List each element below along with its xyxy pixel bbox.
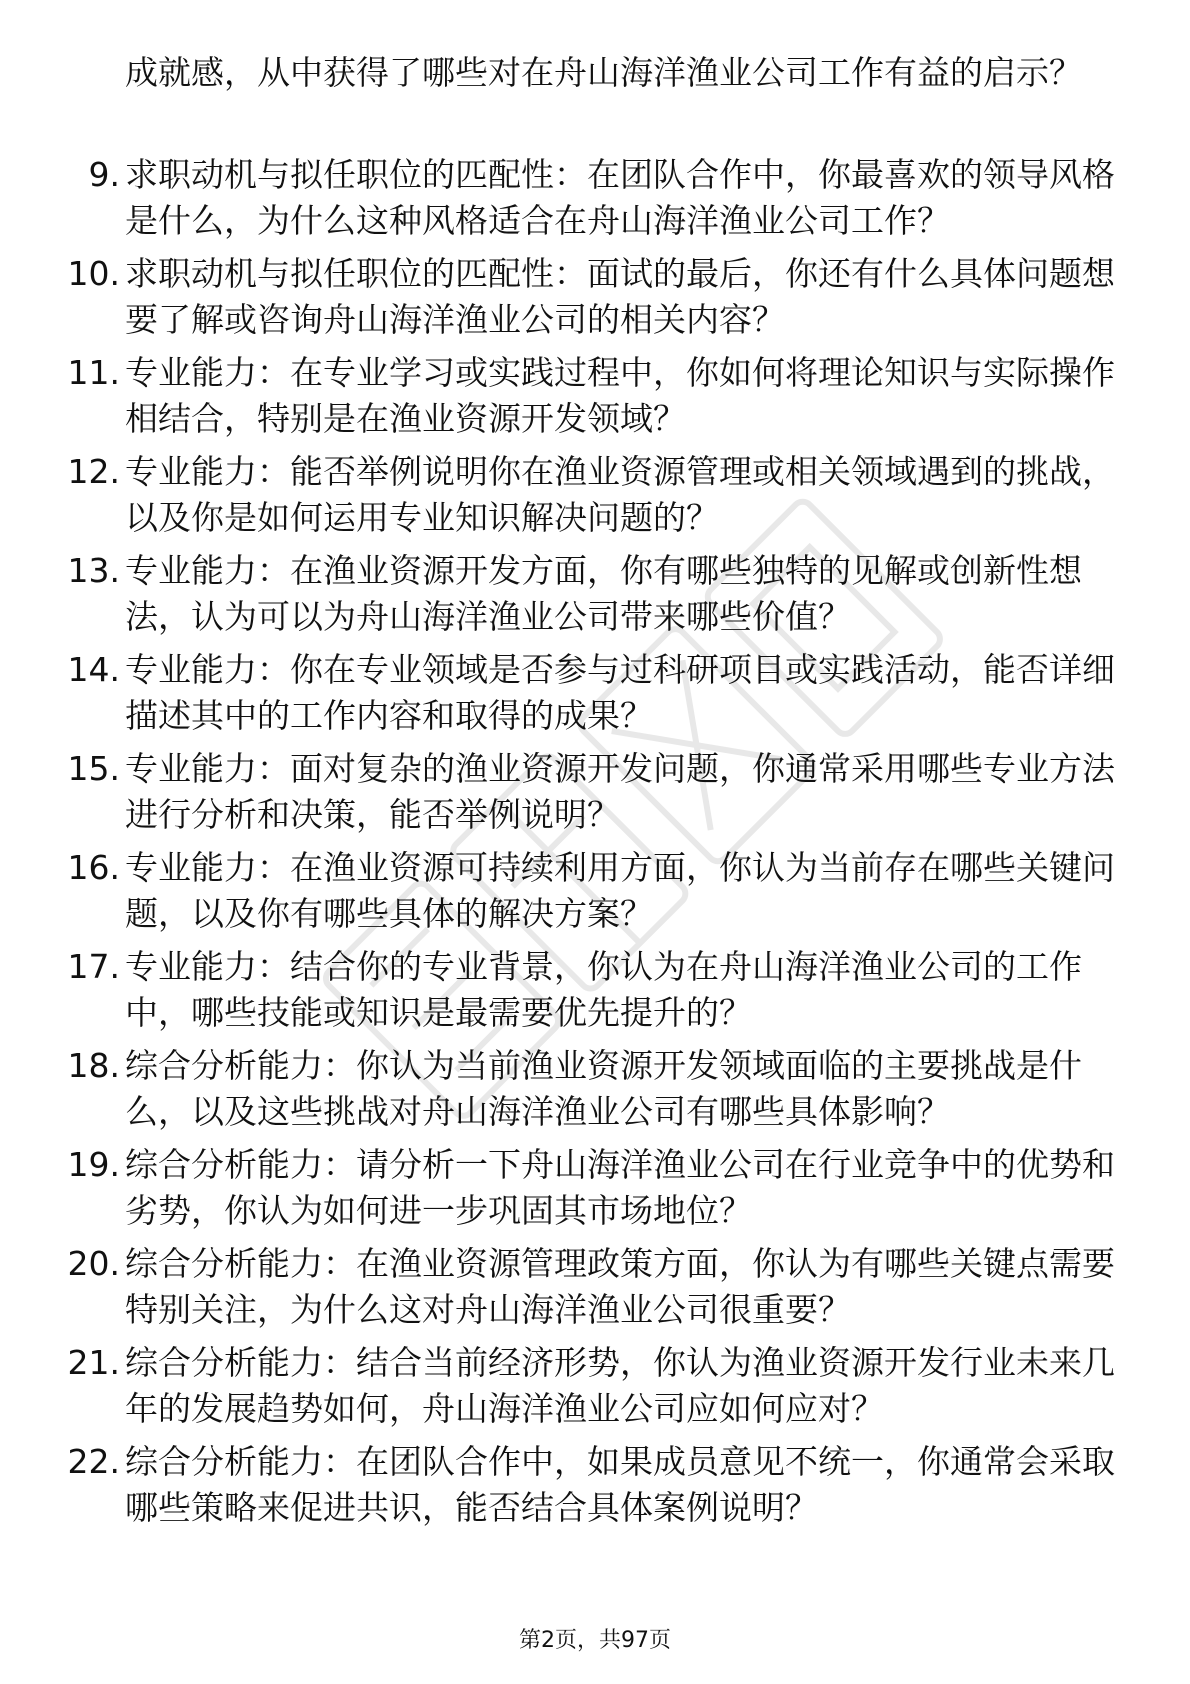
question-item <box>0 1142 1190 1241</box>
question-text: 专业能力：在渔业资源可持续利用方面，你认为当前存在哪些关键问题，以及你有哪些具体的解决方案？ <box>125 848 1115 933</box>
question-number: 18. <box>67 1046 120 1085</box>
question-number: 10. <box>67 254 120 293</box>
question-number: 11. <box>67 353 120 392</box>
question-list <box>0 152 1190 1538</box>
question-number: 21. <box>67 1343 120 1382</box>
question-number: 20. <box>67 1244 120 1283</box>
question-text: 专业能力：结合你的专业背景，你认为在舟山海洋渔业公司的工作中，哪些技能或知识是最需要优先提升的？ <box>125 947 1082 1032</box>
question-text: 综合分析能力：请分析一下舟山海洋渔业公司在行业竞争中的优势和劣势，你认为如何进一步巩固其市场地位？ <box>125 1145 1115 1230</box>
question-item <box>0 944 1190 1043</box>
question-number: 17. <box>67 947 120 986</box>
question-number: 13. <box>67 551 120 590</box>
question-number: 15. <box>67 749 120 788</box>
question-text: 综合分析能力：你认为当前渔业资源开发领域面临的主要挑战是什么，以及这些挑战对舟山海洋渔业公司有哪些具体影响？ <box>125 1046 1082 1131</box>
question-item <box>0 1241 1190 1340</box>
question-text: 综合分析能力：在渔业资源管理政策方面，你认为有哪些关键点需要特别关注，为什么这对舟山海洋渔业公司很重要？ <box>125 1244 1115 1329</box>
question-number: 16. <box>67 848 120 887</box>
question-item <box>0 548 1190 647</box>
question-text: 求职动机与拟任职位的匹配性：面试的最后，你还有什么具体问题想要了解或咨询舟山海洋渔业公司的相关内容？ <box>125 254 1115 339</box>
question-item <box>0 746 1190 845</box>
question-number: 9. <box>88 155 120 194</box>
question-text: 专业能力：你在专业领域是否参与过科研项目或实践活动，能否详细描述其中的工作内容和取得的成果？ <box>125 650 1115 735</box>
intro-continuation-text: 成就感，从中获得了哪些对在舟山海洋渔业公司工作有益的启示？ <box>125 53 1082 92</box>
page-footer: 第2页，共97页 <box>519 1628 671 1653</box>
question-item <box>0 251 1190 350</box>
question-item <box>0 152 1190 251</box>
question-text: 专业能力：能否举例说明你在渔业资源管理或相关领域遇到的挑战，以及你是如何运用专业知识解决问题的？ <box>125 452 1115 537</box>
question-item <box>0 1043 1190 1142</box>
question-text: 求职动机与拟任职位的匹配性：在团队合作中，你最喜欢的领导风格是什么，为什么这种风格适合在舟山海洋渔业公司工作？ <box>125 155 1115 240</box>
question-text: 专业能力：面对复杂的渔业资源开发问题，你通常采用哪些专业方法进行分析和决策，能否举例说明？ <box>125 749 1115 834</box>
question-item <box>0 845 1190 944</box>
question-number: 14. <box>67 650 120 689</box>
question-number: 22. <box>67 1442 120 1481</box>
question-text: 综合分析能力：在团队合作中，如果成员意见不统一，你通常会采取哪些策略来促进共识，能否结合具体案例说明？ <box>125 1442 1115 1527</box>
question-item <box>0 1439 1190 1538</box>
question-text: 专业能力：在渔业资源开发方面，你有哪些独特的见解或创新性想法，认为可以为舟山海洋渔业公司带来哪些价值？ <box>125 551 1082 636</box>
question-item <box>0 350 1190 449</box>
question-number: 12. <box>67 452 120 491</box>
question-item <box>0 647 1190 746</box>
question-item <box>0 449 1190 548</box>
question-text: 综合分析能力：结合当前经济形势，你认为渔业资源开发行业未来几年的发展趋势如何，舟山海洋渔业公司应如何应对？ <box>125 1343 1115 1428</box>
question-number: 19. <box>67 1145 120 1184</box>
question-item <box>0 1340 1190 1439</box>
question-text: 专业能力：在专业学习或实践过程中，你如何将理论知识与实际操作相结合，特别是在渔业资源开发领域？ <box>125 353 1115 438</box>
